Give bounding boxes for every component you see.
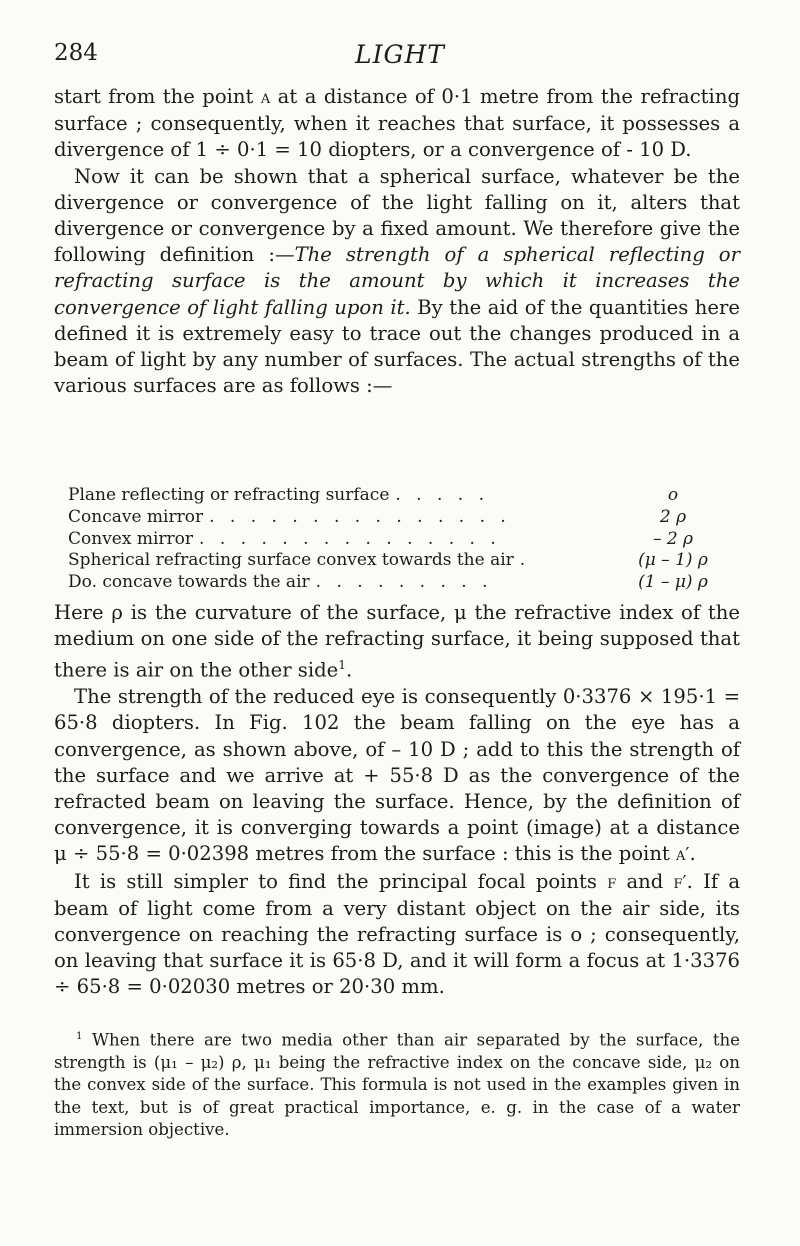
page-number: 284 xyxy=(54,40,98,66)
footnote-text xyxy=(54,1025,740,1142)
footnote-body: When there are two media other than air separated by the surface, the strength is (μ₁ – μ₂) ρ, μ₁ being the refractive index on the concave side, μ₂ on the convex side of the surface. This formula is not used in the examples given in the text, but is of great practical importance, e. g. in the case of a water immersion objective. xyxy=(54,1030,740,1140)
row-value: o xyxy=(667,485,679,505)
table-row xyxy=(68,572,708,594)
point-a-prime-label: a′ xyxy=(676,844,690,866)
footnote xyxy=(54,1025,740,1142)
footnote-ref[interactable]: 1 xyxy=(338,658,347,673)
p2-text-b: By the aid of the quantities here defined it is extremely easy to trace out the changes produced in a beam of light by any number of surfaces. The actual strengths of the various surfaces are as follows :— xyxy=(54,295,740,398)
p3-text: Here ρ is the curvature of the surface, μ the refractive index of the medium on one side of the refracting surface, it being supposed that there is air on the other side xyxy=(54,601,740,682)
paragraph-3 xyxy=(54,600,740,684)
table-row xyxy=(68,529,708,551)
row-label: Spherical refracting surface convex towards the air xyxy=(68,550,514,571)
row-leader-dots: . . . . . xyxy=(395,485,490,505)
body-text-lower xyxy=(54,600,740,1001)
row-value: – 2 ρ xyxy=(652,528,694,549)
row-label: Do. concave towards the air xyxy=(68,572,310,593)
row-label: Concave mirror xyxy=(68,506,204,527)
row-value: (1 – μ) ρ xyxy=(638,572,708,593)
body-text-upper xyxy=(54,84,740,399)
p4-text-a: The strength of the reduced eye is consequently 0·3376 × 195·1 = 65·8 diopters. In Fig. 102 the beam falling on the eye has a convergence, as shown above, of – 10 D ; add to this the strength of the surface and we arrive at + 55·8 D as the convergence of the refracted beam on leaving the surface. Hence, by the definition of convergence, it is converging towards a point (image) at a distance μ ÷ 55·8 = 0·02398 metres from the surface : this is the point xyxy=(54,685,740,866)
focal-point-f-prime-label: f′ xyxy=(673,871,687,893)
focal-point-f-label: f xyxy=(607,871,617,893)
footnote-marker: 1 xyxy=(76,1030,83,1042)
paragraph-2 xyxy=(54,164,740,400)
paragraph-1 xyxy=(54,84,740,164)
row-leader-dots: . . . . . . . . . xyxy=(315,572,493,593)
table-row xyxy=(68,485,708,507)
p5-text-a: It is still simpler to find the principal focal points xyxy=(74,869,608,893)
paragraph-4 xyxy=(54,684,740,868)
paragraph-5 xyxy=(54,869,740,1001)
strength-definition: The strength of a spherical reflecting or refracting surface is the amount by which it increases the convergence of light falling upon it. xyxy=(54,243,740,319)
p4-text-b: . xyxy=(689,842,696,866)
point-a-label: a xyxy=(260,87,271,108)
row-value: 2 ρ xyxy=(659,506,687,527)
row-leader-dots: . xyxy=(519,550,531,571)
p3-end: . xyxy=(346,658,353,682)
table-row xyxy=(68,550,708,572)
p5-text-c: . If a beam of light come from a very distant object on the air side, its convergence on reaching the refracting surface is o ; consequently, on leaving that surface it is 65·8 D, and it will form a focus at 1·3376 ÷ 65·8 = 0·02030 metres or 20·30 mm. xyxy=(54,869,741,999)
row-value: (μ – 1) ρ xyxy=(638,550,708,571)
p1-text-b: at a distance of 0·1 metre from the refracting surface ; consequently, when it reaches that surface, it possesses a divergence of 1 ÷ 0·1 = 10 diopters, or a convergence of - 10 D. xyxy=(54,85,740,162)
table-row xyxy=(68,507,708,529)
row-label: Plane reflecting or refracting surface xyxy=(68,485,390,505)
p2-text-a: Now it can be shown that a spherical surface, whatever be the divergence or convergence of the light falling on it, alters that divergence or convergence by a fixed amount. We therefore give the following definition :— xyxy=(54,164,740,267)
row-label: Convex mirror xyxy=(68,528,194,549)
p5-text-b: and xyxy=(616,869,674,893)
strengths-table xyxy=(68,485,708,594)
row-leader-dots: . . . . . . . . . . . . . . . xyxy=(209,506,511,527)
p1-text-a: start from the point xyxy=(54,85,261,108)
running-title: LIGHT xyxy=(355,40,445,69)
row-leader-dots: . . . . . . . . . . . . . . . xyxy=(199,528,501,549)
